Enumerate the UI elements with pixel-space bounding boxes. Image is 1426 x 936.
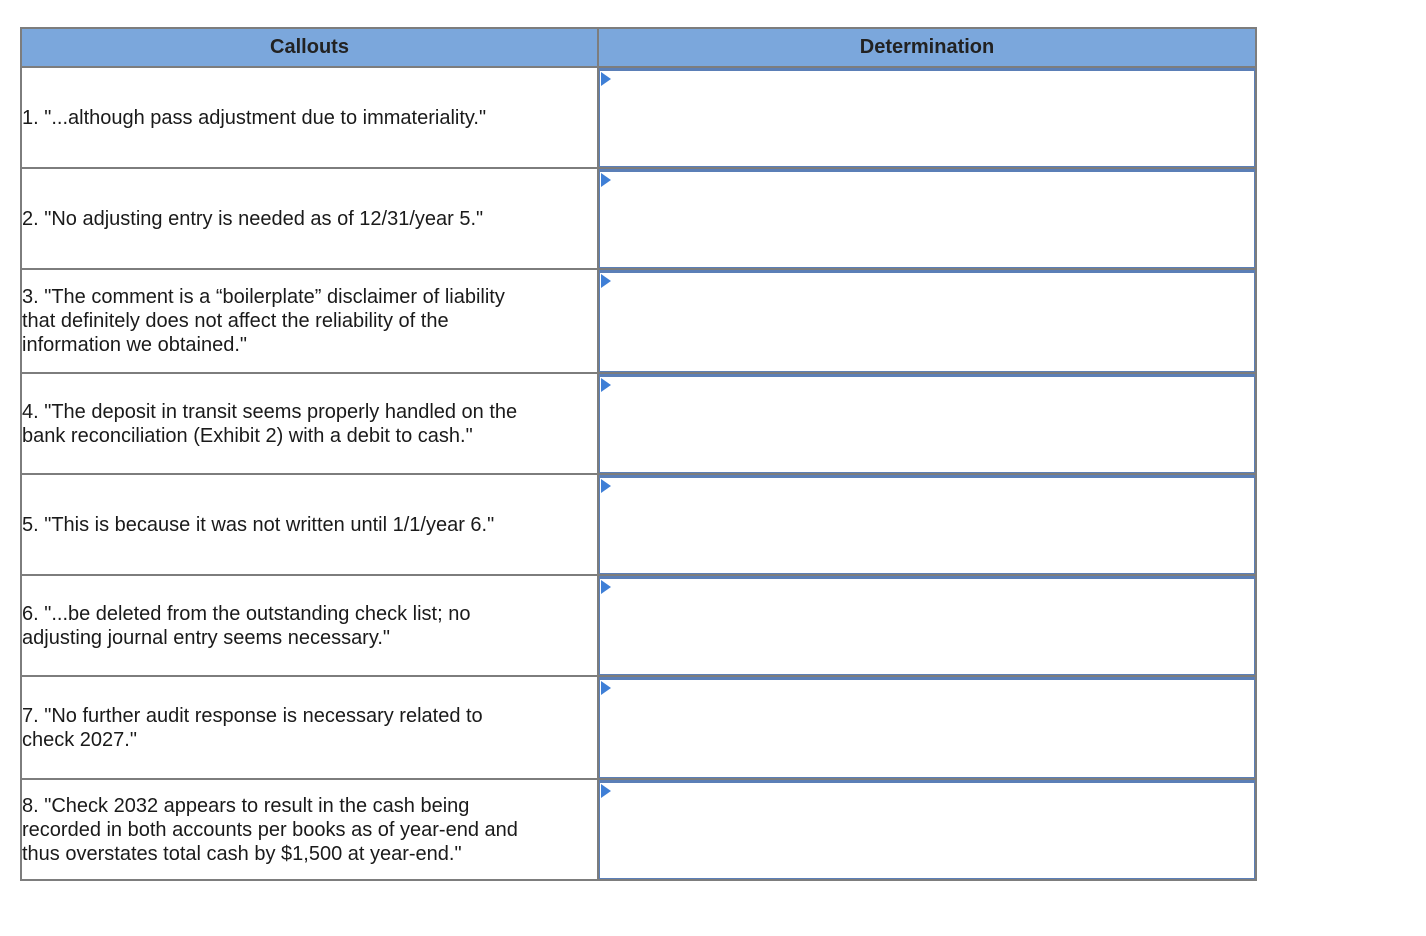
table-row	[21, 67, 1256, 168]
callout-text: 6. "...be deleted from the outstanding check list; no adjusting journal entry seems necessary."	[21, 575, 598, 676]
determination-cell	[598, 575, 1256, 676]
determination-dropdown[interactable]	[599, 475, 1255, 574]
callout-text: 1. "...although pass adjustment due to immateriality."	[21, 67, 598, 168]
determination-dropdown[interactable]	[599, 169, 1255, 268]
callout-text: 4. "The deposit in transit seems properly handled on the bank reconciliation (Exhibit 2) with a debit to cash."	[21, 373, 598, 474]
header-determination: Determination	[598, 28, 1256, 67]
dropdown-arrow-icon[interactable]	[601, 72, 611, 86]
callouts-table-container	[20, 27, 1255, 881]
table-row	[21, 575, 1256, 676]
callout-text: 2. "No adjusting entry is needed as of 12/31/year 5."	[21, 168, 598, 269]
callouts-table	[20, 27, 1257, 881]
determination-cell	[598, 779, 1256, 880]
dropdown-arrow-icon[interactable]	[601, 580, 611, 594]
table-row	[21, 269, 1256, 373]
determination-dropdown[interactable]	[599, 780, 1255, 879]
callout-text: 7. "No further audit response is necessary related to check 2027."	[21, 676, 598, 779]
table-row	[21, 168, 1256, 269]
table-row	[21, 474, 1256, 575]
determination-dropdown[interactable]	[599, 68, 1255, 167]
dropdown-arrow-icon[interactable]	[601, 681, 611, 695]
determination-dropdown[interactable]	[599, 374, 1255, 473]
callout-text: 8. "Check 2032 appears to result in the cash being recorded in both accounts per books as of year-end and thus overstates total cash by $1,500 at year-end."	[21, 779, 598, 880]
determination-dropdown[interactable]	[599, 677, 1255, 778]
determination-dropdown[interactable]	[599, 576, 1255, 675]
callout-text: 3. "The comment is a “boilerplate” disclaimer of liability that definitely does not affect the reliability of the information we obtained."	[21, 269, 598, 373]
determination-cell	[598, 168, 1256, 269]
header-callouts: Callouts	[21, 28, 598, 67]
table-row	[21, 373, 1256, 474]
table-header-row	[21, 28, 1256, 67]
determination-cell	[598, 269, 1256, 373]
dropdown-arrow-icon[interactable]	[601, 274, 611, 288]
table-row	[21, 676, 1256, 779]
table-row	[21, 779, 1256, 880]
dropdown-arrow-icon[interactable]	[601, 479, 611, 493]
dropdown-arrow-icon[interactable]	[601, 378, 611, 392]
dropdown-arrow-icon[interactable]	[601, 784, 611, 798]
determination-cell	[598, 373, 1256, 474]
determination-dropdown[interactable]	[599, 270, 1255, 372]
determination-cell	[598, 474, 1256, 575]
determination-cell	[598, 67, 1256, 168]
determination-cell	[598, 676, 1256, 779]
callout-text: 5. "This is because it was not written until 1/1/year 6."	[21, 474, 598, 575]
dropdown-arrow-icon[interactable]	[601, 173, 611, 187]
